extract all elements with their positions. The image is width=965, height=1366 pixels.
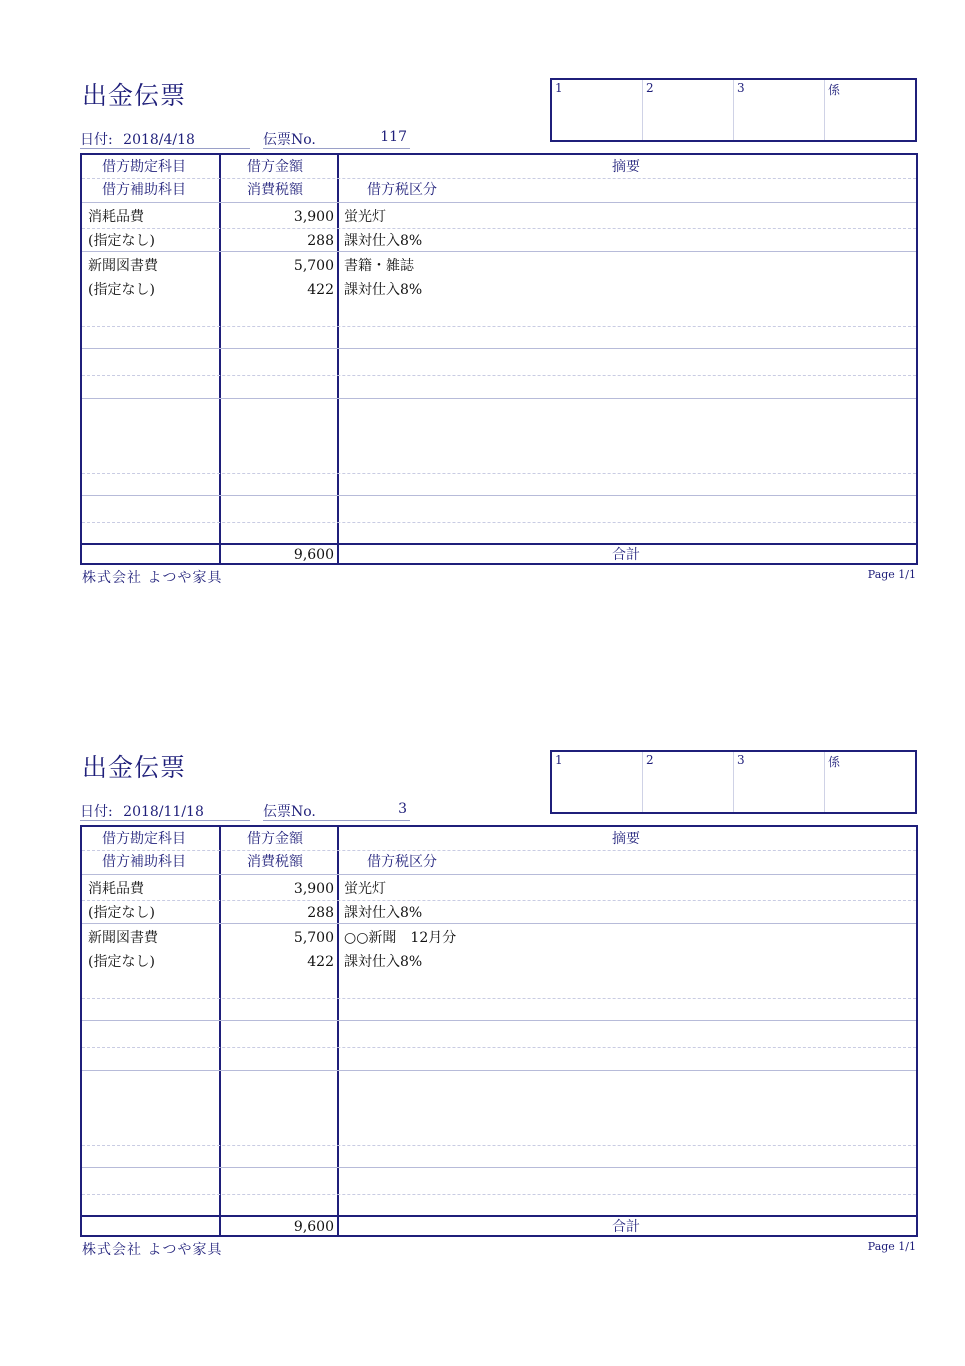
entry-tax: 422 (307, 282, 334, 298)
entry-summary: ○○新聞 12月分 (344, 930, 457, 946)
entry-summary: 蛍光灯 (344, 881, 386, 897)
entry-account: 新聞図書費 (88, 930, 158, 946)
entry-summary: 蛍光灯 (344, 209, 386, 225)
entry-amount: 5,700 (293, 258, 334, 274)
entry-amount: 5,700 (293, 930, 334, 946)
entry-tax: 288 (307, 905, 334, 921)
row-divider (82, 874, 916, 875)
entry-sub-account: (指定なし) (88, 954, 155, 970)
total-divider (82, 543, 916, 545)
entry-amount: 3,900 (293, 209, 334, 225)
stamp-cell (825, 752, 915, 812)
slip-title: 出金伝票 (82, 753, 187, 782)
entry-sub-account: (指定なし) (88, 905, 155, 921)
column-divider (219, 827, 221, 1235)
row-divider (82, 398, 916, 399)
entry-tax-class: 課対仕入8% (344, 282, 423, 298)
row-divider (82, 522, 916, 523)
entry-tax-class: 課対仕入8% (344, 233, 423, 249)
voucher-slip (0, 0, 965, 600)
stamp-cell (825, 80, 915, 140)
column-divider (219, 155, 221, 563)
total-label: 合計 (612, 1219, 640, 1235)
row-divider (82, 1020, 916, 1021)
row-divider (82, 998, 916, 999)
page-number: Page 1/1 (867, 1240, 916, 1253)
entry-account: 新聞図書費 (88, 258, 158, 274)
date-field (80, 801, 250, 821)
slip-number-label: 伝票No. (263, 804, 316, 820)
header-tax-class: 借方税区分 (367, 182, 437, 198)
stamp-label: 3 (737, 753, 745, 767)
stamp-cell (552, 80, 643, 140)
entry-tax: 288 (307, 233, 334, 249)
slip-number-value: 117 (380, 129, 407, 145)
row-divider (82, 251, 916, 252)
row-divider (82, 1070, 916, 1071)
entry-tax: 422 (307, 954, 334, 970)
row-divider (82, 850, 916, 851)
row-divider (82, 228, 916, 229)
row-divider (82, 375, 916, 376)
row-divider (82, 495, 916, 496)
row-divider (82, 202, 916, 203)
voucher-slip (0, 672, 965, 1272)
slip-number-value: 3 (398, 801, 407, 817)
stamp-cell (734, 80, 825, 140)
total-amount: 9,600 (293, 1219, 334, 1235)
entry-tax-class: 課対仕入8% (344, 954, 423, 970)
total-amount: 9,600 (293, 547, 334, 563)
header-tax: 消費税額 (247, 854, 303, 870)
company-name: 株式会社 よつや家具 (82, 570, 223, 586)
entry-amount: 3,900 (293, 881, 334, 897)
entry-sub-account: (指定なし) (88, 282, 155, 298)
stamp-cell (552, 752, 643, 812)
row-divider (82, 923, 916, 924)
date-label: 日付: (80, 804, 113, 820)
row-divider (82, 1145, 916, 1146)
stamp-cell (643, 752, 734, 812)
header-summary: 摘要 (612, 159, 640, 175)
date-label: 日付: (80, 132, 113, 148)
date-value: 2018/4/18 (123, 132, 195, 148)
company-name: 株式会社 よつや家具 (82, 1242, 223, 1258)
stamp-label: 2 (646, 81, 654, 95)
slip-number-label: 伝票No. (263, 132, 316, 148)
stamp-label: 1 (555, 753, 563, 767)
header-tax: 消費税額 (247, 182, 303, 198)
header-sub-account: 借方補助科目 (102, 854, 186, 870)
header-amount: 借方金額 (247, 159, 303, 175)
entry-tax-class: 課対仕入8% (344, 905, 423, 921)
header-sub-account: 借方補助科目 (102, 182, 186, 198)
row-divider (82, 1047, 916, 1048)
slip-title: 出金伝票 (82, 81, 187, 110)
row-divider (82, 473, 916, 474)
stamp-cell (643, 80, 734, 140)
stamp-cell (734, 752, 825, 812)
date-value: 2018/11/18 (123, 804, 204, 820)
entry-account: 消耗品費 (88, 209, 144, 225)
entry-table (80, 153, 918, 565)
slip-number-field (263, 801, 410, 821)
header-account: 借方勘定科目 (102, 159, 186, 175)
row-divider (82, 1194, 916, 1195)
header-account: 借方勘定科目 (102, 831, 186, 847)
entry-table (80, 825, 918, 1237)
total-divider (82, 1215, 916, 1217)
page-number: Page 1/1 (867, 568, 916, 581)
entry-account: 消耗品費 (88, 881, 144, 897)
approval-stamp-box (550, 78, 917, 142)
row-divider (82, 900, 916, 901)
total-label: 合計 (612, 547, 640, 563)
stamp-label: 係 (828, 755, 841, 769)
row-divider (82, 1167, 916, 1168)
header-tax-class: 借方税区分 (367, 854, 437, 870)
column-divider (337, 827, 339, 1235)
stamp-label: 2 (646, 753, 654, 767)
header-summary: 摘要 (612, 831, 640, 847)
row-divider (82, 348, 916, 349)
date-field (80, 129, 250, 149)
slip-number-field (263, 129, 410, 149)
stamp-label: 3 (737, 81, 745, 95)
row-divider (82, 178, 916, 179)
entry-sub-account: (指定なし) (88, 233, 155, 249)
header-amount: 借方金額 (247, 831, 303, 847)
row-divider (82, 326, 916, 327)
stamp-label: 係 (828, 83, 841, 97)
column-divider (337, 155, 339, 563)
entry-summary: 書籍・雑誌 (344, 258, 414, 274)
approval-stamp-box (550, 750, 917, 814)
stamp-label: 1 (555, 81, 563, 95)
